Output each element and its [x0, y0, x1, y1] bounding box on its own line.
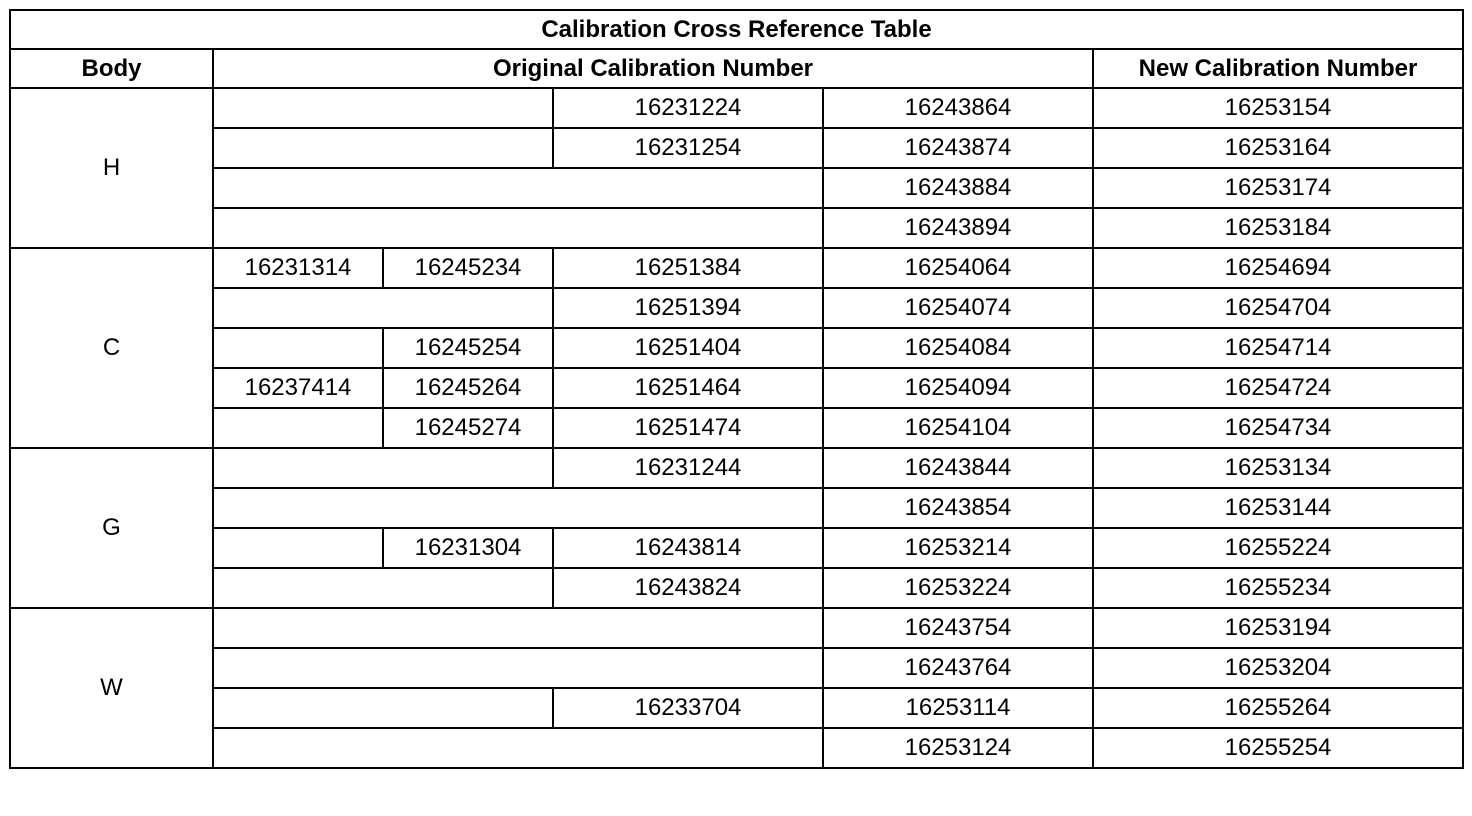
new-calibration-cell: 16255224 [1093, 528, 1463, 568]
new-calibration-cell: 16255264 [1093, 688, 1463, 728]
original-calibration-cell: 16243824 [553, 568, 823, 608]
empty-cell [213, 408, 383, 448]
new-calibration-cell: 16253134 [1093, 448, 1463, 488]
original-calibration-cell: 16243844 [823, 448, 1093, 488]
empty-cell [213, 648, 823, 688]
new-calibration-cell: 16254714 [1093, 328, 1463, 368]
original-calibration-cell: 16253114 [823, 688, 1093, 728]
new-calibration-cell: 16255254 [1093, 728, 1463, 768]
original-calibration-cell: 16243894 [823, 208, 1093, 248]
table-row [10, 368, 1463, 408]
empty-cell [213, 128, 553, 168]
new-calibration-cell: 16253154 [1093, 88, 1463, 128]
table-row [10, 488, 1463, 528]
table-row [10, 408, 1463, 448]
original-calibration-cell: 16245254 [383, 328, 553, 368]
table-row [10, 288, 1463, 328]
new-calibration-cell: 16254734 [1093, 408, 1463, 448]
title-row [10, 10, 1463, 49]
body-type-cell: H [10, 88, 213, 248]
original-calibration-cell: 16231244 [553, 448, 823, 488]
original-calibration-cell: 16254084 [823, 328, 1093, 368]
empty-cell [213, 568, 553, 608]
original-calibration-cell: 16245274 [383, 408, 553, 448]
original-calibration-cell: 16254064 [823, 248, 1093, 288]
table-row [10, 688, 1463, 728]
empty-cell [213, 608, 823, 648]
original-calibration-cell: 16237414 [213, 368, 383, 408]
original-calibration-cell: 16231224 [553, 88, 823, 128]
original-calibration-cell: 16251404 [553, 328, 823, 368]
empty-cell [213, 288, 553, 328]
empty-cell [213, 88, 553, 128]
body-type-cell: C [10, 248, 213, 448]
original-calibration-cell: 16251464 [553, 368, 823, 408]
header-row [10, 49, 1463, 88]
original-calibration-cell: 16231314 [213, 248, 383, 288]
new-calibration-cell: 16253204 [1093, 648, 1463, 688]
original-calibration-cell: 16243884 [823, 168, 1093, 208]
new-calibration-cell: 16253194 [1093, 608, 1463, 648]
original-calibration-cell: 16254094 [823, 368, 1093, 408]
original-calibration-cell: 16253214 [823, 528, 1093, 568]
table-row [10, 648, 1463, 688]
empty-cell [213, 528, 383, 568]
empty-cell [213, 208, 823, 248]
new-calibration-cell: 16253164 [1093, 128, 1463, 168]
empty-cell [213, 728, 823, 768]
header-original-calibration: Original Calibration Number [213, 49, 1093, 88]
original-calibration-cell: 16253124 [823, 728, 1093, 768]
new-calibration-cell: 16253144 [1093, 488, 1463, 528]
table-row [10, 128, 1463, 168]
new-calibration-cell: 16254694 [1093, 248, 1463, 288]
original-calibration-cell: 16243874 [823, 128, 1093, 168]
table-row [10, 88, 1463, 128]
original-calibration-cell: 16254074 [823, 288, 1093, 328]
table-row [10, 528, 1463, 568]
original-calibration-cell: 16243764 [823, 648, 1093, 688]
new-calibration-cell: 16254704 [1093, 288, 1463, 328]
original-calibration-cell: 16253224 [823, 568, 1093, 608]
table-row [10, 608, 1463, 648]
original-calibration-cell: 16231304 [383, 528, 553, 568]
body-type-cell: W [10, 608, 213, 768]
original-calibration-cell: 16243754 [823, 608, 1093, 648]
new-calibration-cell: 16253184 [1093, 208, 1463, 248]
calibration-cross-reference-table [9, 9, 1464, 769]
table-title: Calibration Cross Reference Table [10, 10, 1463, 49]
empty-cell [213, 688, 553, 728]
new-calibration-cell: 16253174 [1093, 168, 1463, 208]
table-row [10, 328, 1463, 368]
original-calibration-cell: 16243814 [553, 528, 823, 568]
original-calibration-cell: 16233704 [553, 688, 823, 728]
new-calibration-cell: 16254724 [1093, 368, 1463, 408]
header-new-calibration: New Calibration Number [1093, 49, 1463, 88]
original-calibration-cell: 16243864 [823, 88, 1093, 128]
empty-cell [213, 448, 553, 488]
new-calibration-cell: 16255234 [1093, 568, 1463, 608]
original-calibration-cell: 16231254 [553, 128, 823, 168]
original-calibration-cell: 16254104 [823, 408, 1093, 448]
empty-cell [213, 488, 823, 528]
table-row [10, 248, 1463, 288]
original-calibration-cell: 16245234 [383, 248, 553, 288]
table-body [10, 10, 1463, 768]
original-calibration-cell: 16243854 [823, 488, 1093, 528]
original-calibration-cell: 16251394 [553, 288, 823, 328]
table-row [10, 728, 1463, 768]
empty-cell [213, 168, 823, 208]
empty-cell [213, 328, 383, 368]
original-calibration-cell: 16251474 [553, 408, 823, 448]
table-row [10, 568, 1463, 608]
table-row [10, 168, 1463, 208]
table-row [10, 208, 1463, 248]
body-type-cell: G [10, 448, 213, 608]
original-calibration-cell: 16245264 [383, 368, 553, 408]
header-body: Body [10, 49, 213, 88]
original-calibration-cell: 16251384 [553, 248, 823, 288]
table-row [10, 448, 1463, 488]
